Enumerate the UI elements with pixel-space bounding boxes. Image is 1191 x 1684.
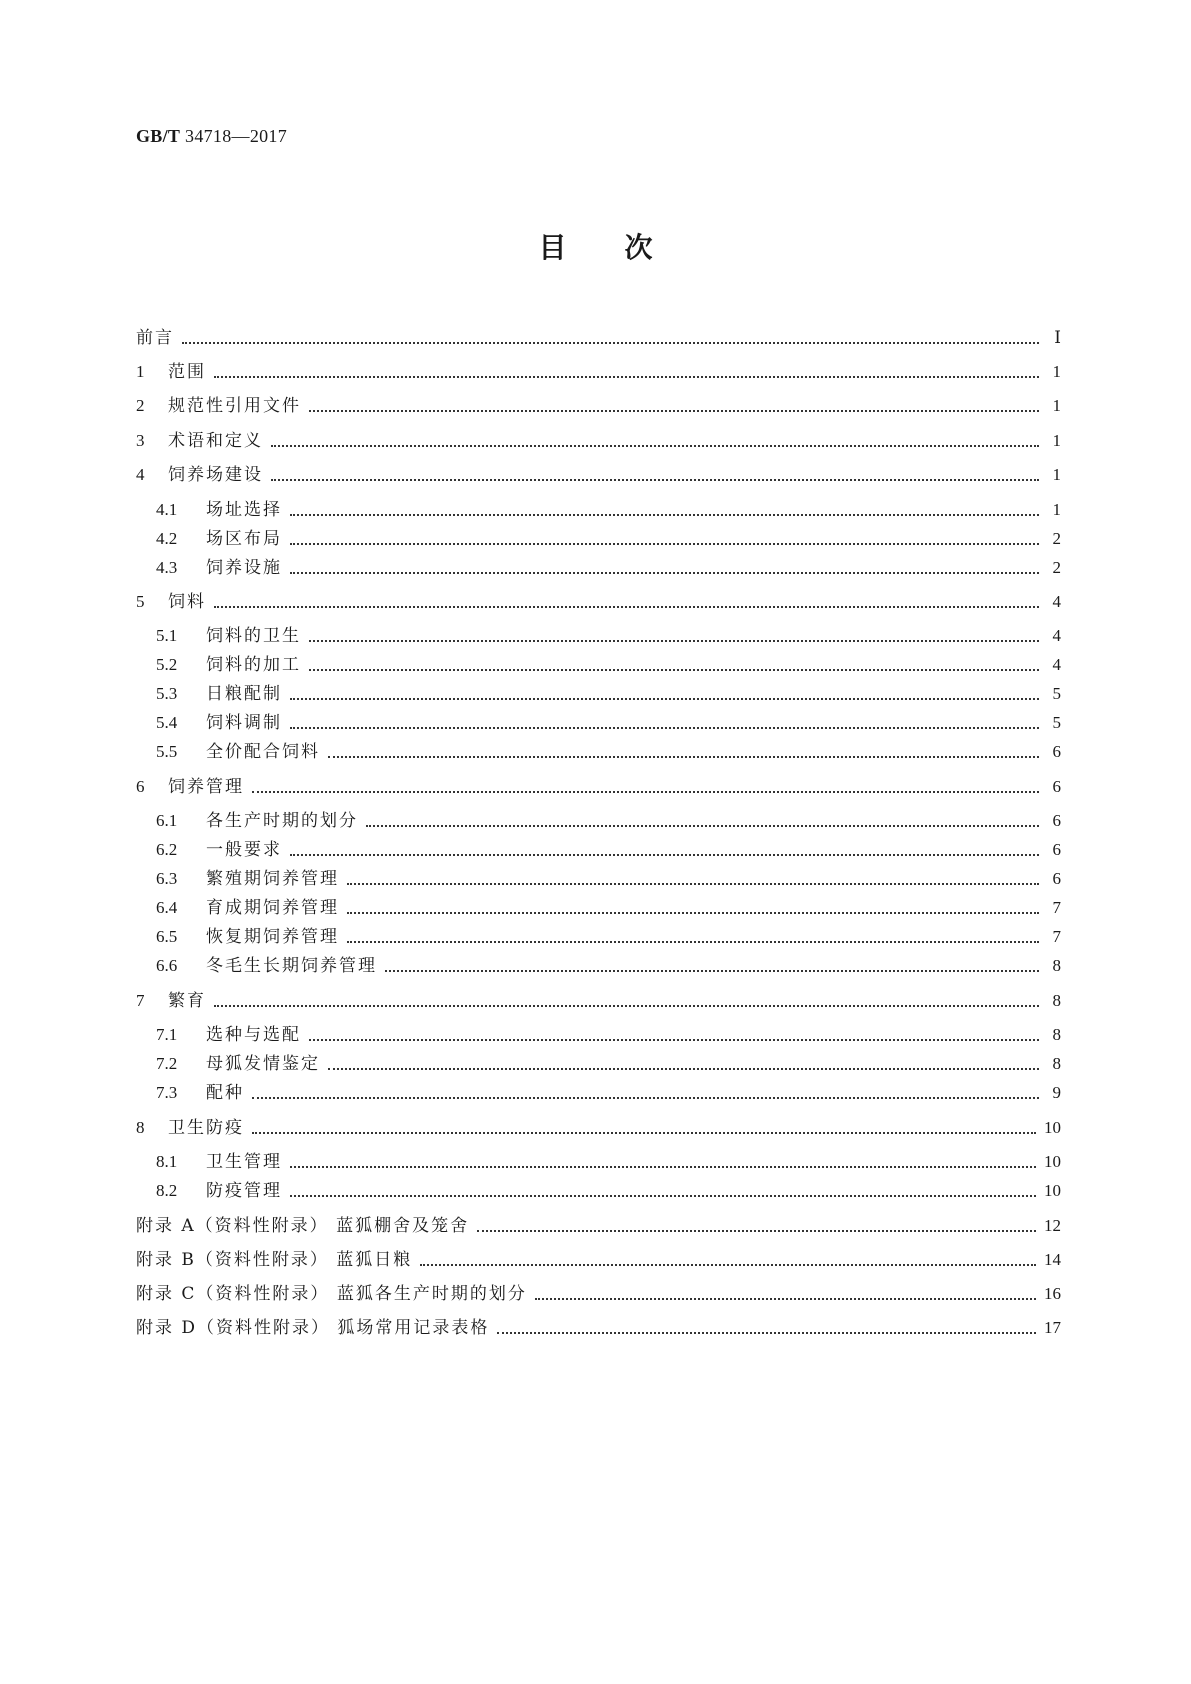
- dot-leader: [385, 969, 1039, 972]
- toc-entry[interactable]: [136, 1248, 1061, 1272]
- toc-entry-title: 范围: [168, 362, 206, 382]
- toc-entry-number: 5.2: [156, 655, 178, 674]
- page-title: 目次: [538, 231, 711, 264]
- toc-entry-number: 4: [136, 465, 145, 484]
- toc-entry-title: 母狐发情鉴定: [206, 1054, 320, 1074]
- dot-leader: [290, 571, 1039, 574]
- toc-entry-number: 7.2: [156, 1054, 178, 1073]
- dot-leader: [182, 341, 1039, 344]
- toc-entry-title: 各生产时期的划分: [206, 811, 358, 831]
- dot-leader: [290, 853, 1039, 856]
- toc-entry-title: 全价配合饲料: [206, 742, 320, 762]
- toc-entry-number: 8.1: [156, 1152, 178, 1171]
- dot-leader: [290, 697, 1039, 700]
- dot-leader: [214, 1004, 1039, 1007]
- toc-entry[interactable]: [156, 556, 1061, 580]
- toc-entry-title: 规范性引用文件: [168, 396, 301, 416]
- toc-entry-number: 5.3: [156, 684, 178, 703]
- toc-entry-number: 7.1: [156, 1025, 178, 1044]
- toc-entry-page: 4: [1052, 592, 1061, 611]
- dot-leader: [328, 1067, 1039, 1070]
- toc-entry-page: 16: [1044, 1284, 1061, 1303]
- toc-entry-title: 前言: [136, 328, 174, 348]
- toc-entry-title: 饲养场建设: [168, 465, 263, 485]
- toc-entry-number: 4.1: [156, 500, 178, 519]
- dot-leader: [290, 513, 1039, 516]
- toc-entry-number: 6.6: [156, 956, 178, 975]
- toc-entry[interactable]: [136, 775, 1061, 799]
- toc-entry-number: 6.4: [156, 898, 178, 917]
- toc-entry[interactable]: [156, 740, 1061, 764]
- toc-entry[interactable]: [156, 925, 1061, 949]
- toc-entry-title: 冬毛生长期饲养管理: [206, 956, 377, 976]
- toc-entry-page: 4: [1052, 626, 1061, 645]
- toc-entry-page: 5: [1052, 684, 1061, 703]
- toc-entry-number: 5.4: [156, 713, 178, 732]
- toc-entry[interactable]: [136, 989, 1061, 1013]
- toc-entry-number: 6: [136, 777, 145, 796]
- toc-entry-title: 配种: [206, 1083, 244, 1103]
- toc-entry-number: 6.5: [156, 927, 178, 946]
- toc-entry-page: 10: [1044, 1181, 1061, 1200]
- toc-entry-page: 6: [1052, 811, 1061, 830]
- toc-entry-number: 6.1: [156, 811, 178, 830]
- toc-entry-title: 饲养管理: [168, 777, 244, 797]
- dot-leader: [477, 1229, 1036, 1232]
- toc-entry-title: 饲料调制: [206, 713, 282, 733]
- toc-entry[interactable]: [136, 1282, 1061, 1306]
- toc-entry-page: 2: [1052, 529, 1061, 548]
- toc-entry-page: 1: [1052, 465, 1061, 484]
- dot-leader: [309, 409, 1039, 412]
- toc-entry-page: 8: [1052, 991, 1061, 1010]
- dot-leader: [290, 542, 1039, 545]
- toc-entry-page: 17: [1044, 1318, 1061, 1337]
- dot-leader: [290, 1194, 1036, 1197]
- toc-entry-number: 8.2: [156, 1181, 178, 1200]
- dot-leader: [271, 478, 1039, 481]
- toc-entry-title: 卫生防疫: [168, 1118, 244, 1138]
- toc-entry-title: 恢复期饲养管理: [206, 927, 339, 947]
- dot-leader: [252, 1131, 1036, 1134]
- toc-entry-title: 饲料的卫生: [206, 626, 301, 646]
- dot-leader: [328, 755, 1039, 758]
- toc-entry-number: 6.3: [156, 869, 178, 888]
- dot-leader: [214, 605, 1039, 608]
- toc-entry-title: 附录 C（资料性附录） 蓝狐各生产时期的划分: [136, 1284, 527, 1304]
- toc-entry-page: Ⅰ: [1054, 328, 1061, 347]
- toc-entry-page: 7: [1052, 927, 1061, 946]
- dot-leader: [347, 882, 1039, 885]
- toc-entry-title: 饲料的加工: [206, 655, 301, 675]
- toc-entry-title: 场区布局: [206, 529, 282, 549]
- toc-entry-page: 1: [1052, 396, 1061, 415]
- toc-entry-page: 5: [1052, 713, 1061, 732]
- toc-entry-title: 附录 B（资料性附录） 蓝狐日粮: [136, 1250, 413, 1270]
- toc-entry-title: 繁育: [168, 991, 206, 1011]
- toc-entry[interactable]: [156, 1150, 1061, 1174]
- toc-entry-page: 4: [1052, 655, 1061, 674]
- toc-entry[interactable]: [156, 653, 1061, 677]
- dot-leader: [271, 444, 1039, 447]
- toc-entry-page: 8: [1052, 1025, 1061, 1044]
- toc-entry-page: 10: [1044, 1118, 1061, 1137]
- toc-entry-page: 1: [1052, 362, 1061, 381]
- toc-entry-title: 术语和定义: [168, 431, 263, 451]
- toc-entry-number: 2: [136, 396, 145, 415]
- toc-entry-title: 日粮配制: [206, 684, 282, 704]
- toc-entry-number: 4.3: [156, 558, 178, 577]
- toc-entry-page: 6: [1052, 742, 1061, 761]
- dot-leader: [420, 1263, 1036, 1266]
- toc-entry[interactable]: [156, 527, 1061, 551]
- dot-leader: [347, 911, 1039, 914]
- toc-entry[interactable]: [156, 896, 1061, 920]
- standard-number: [136, 126, 287, 147]
- toc-entry[interactable]: [136, 394, 1061, 418]
- toc-entry-title: 附录 D（资料性附录） 狐场常用记录表格: [136, 1318, 490, 1338]
- toc-entry[interactable]: [136, 326, 1061, 350]
- dot-leader: [290, 726, 1039, 729]
- toc-entry-number: 5: [136, 592, 145, 611]
- toc-entry-number: 7.3: [156, 1083, 178, 1102]
- toc-entry-title: 卫生管理: [206, 1152, 282, 1172]
- toc-entry-number: 7: [136, 991, 145, 1010]
- toc-entry-number: 5.1: [156, 626, 178, 645]
- toc-entry-title: 繁殖期饲养管理: [206, 869, 339, 889]
- toc-entry-page: 14: [1044, 1250, 1061, 1269]
- toc-entry-page: 6: [1052, 840, 1061, 859]
- standard-prefix: GB/T: [136, 126, 181, 146]
- toc-entry-page: 6: [1052, 869, 1061, 888]
- toc-entry-title: 选种与选配: [206, 1025, 301, 1045]
- dot-leader: [290, 1165, 1036, 1168]
- toc-entry-number: 3: [136, 431, 145, 450]
- toc-entry[interactable]: [136, 1116, 1061, 1140]
- dot-leader: [535, 1297, 1036, 1300]
- toc-entry[interactable]: [156, 1023, 1061, 1047]
- toc-entry[interactable]: [156, 682, 1061, 706]
- toc-entry-page: 1: [1052, 500, 1061, 519]
- toc-entry-number: 4.2: [156, 529, 178, 548]
- toc-entry-page: 7: [1052, 898, 1061, 917]
- toc-entry-page: 12: [1044, 1216, 1061, 1235]
- toc-entry[interactable]: [136, 590, 1061, 614]
- dot-leader: [252, 1096, 1039, 1099]
- toc-entry-title: 饲料: [168, 592, 206, 612]
- toc-entry[interactable]: [136, 1214, 1061, 1238]
- toc-entry-title: 一般要求: [206, 840, 282, 860]
- toc-entry-page: 9: [1052, 1083, 1061, 1102]
- toc-entry-page: 10: [1044, 1152, 1061, 1171]
- toc-entry-title: 附录 A（资料性附录） 蓝狐棚舍及笼舍: [136, 1216, 470, 1236]
- toc-entry-title: 饲养设施: [206, 558, 282, 578]
- dot-leader: [347, 940, 1039, 943]
- dot-leader: [366, 824, 1039, 827]
- toc-entry[interactable]: [136, 360, 1061, 384]
- toc-entry[interactable]: [156, 624, 1061, 648]
- dot-leader: [214, 375, 1039, 378]
- dot-leader: [309, 1038, 1039, 1041]
- dot-leader: [252, 790, 1039, 793]
- toc-entry-title: 场址选择: [206, 500, 282, 520]
- toc-entry-title: 防疫管理: [206, 1181, 282, 1201]
- toc-entry-title: 育成期饲养管理: [206, 898, 339, 918]
- toc-entry-page: 1: [1052, 431, 1061, 450]
- dot-leader: [309, 639, 1039, 642]
- toc-entry[interactable]: [156, 711, 1061, 735]
- toc-entry[interactable]: [136, 463, 1061, 487]
- toc-entry-page: 8: [1052, 1054, 1061, 1073]
- toc-entry-page: 6: [1052, 777, 1061, 796]
- toc-entry[interactable]: [156, 954, 1061, 978]
- dot-leader: [497, 1331, 1036, 1334]
- toc-entry[interactable]: [156, 867, 1061, 891]
- toc-entry[interactable]: [156, 1179, 1061, 1203]
- toc-entry-number: 1: [136, 362, 145, 381]
- toc-entry-page: 8: [1052, 956, 1061, 975]
- toc-entry[interactable]: [136, 1316, 1061, 1340]
- dot-leader: [309, 668, 1039, 671]
- toc-entry-number: 5.5: [156, 742, 178, 761]
- toc-entry[interactable]: [156, 1081, 1061, 1105]
- toc-entry[interactable]: [156, 1052, 1061, 1076]
- toc-entry[interactable]: [156, 498, 1061, 522]
- toc-entry-page: 2: [1052, 558, 1061, 577]
- standard-code: 34718—2017: [180, 126, 288, 146]
- toc-entry-number: 6.2: [156, 840, 178, 859]
- toc-entry[interactable]: [156, 809, 1061, 833]
- toc-entry-number: 8: [136, 1118, 145, 1137]
- toc-entry[interactable]: [156, 838, 1061, 862]
- toc-entry[interactable]: [136, 429, 1061, 453]
